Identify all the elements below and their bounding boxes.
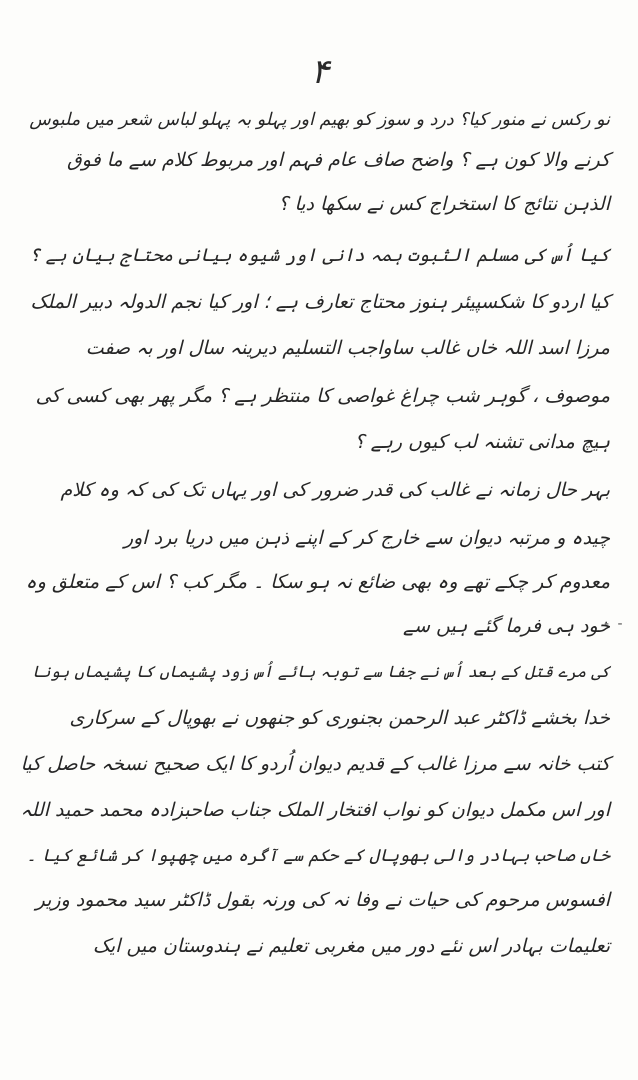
text-line: کیا اردو کا شکسپیئر ہنوز محتاج تعارف ہے ؛ اور کیا نجم الدولہ دبیر الملک	[30, 291, 610, 313]
text-line: نو رکس نے منور کیا؟ درد و سوز کو بھیم اور پہلو بہ پہلو لباس شعر میں ملبوس	[29, 110, 610, 130]
verse-line: کی مرے قتل کے بعد اُس نے جفا سے توبہ ہائے اُس زود پشیماں کا پشیماں ہونا	[31, 662, 610, 681]
text-line: معدوم کر چکے تھے وہ بھی ضائع نہ ہو سکا ۔ مگر کب ؟ اس کے متعلق وہ	[25, 571, 610, 593]
text-line: کتب خانہ سے مرزا غالب کے قدیم دیوان اُردو کا ایک صحیح نسخہ حاصل کیا	[20, 753, 610, 775]
text-line: اور اس مکمل دیوان کو نواب افتخار الملک جناب صاحبزادہ محمد حمید اللہ	[20, 799, 610, 821]
text-line: افسوس مرحوم کی حیات نے وفا نہ کی ورنہ بقول ڈاکٹر سید محمود وزیر	[35, 889, 610, 911]
text-line: کرنے والا کون ہے ؟ واضح صاف عام فہم اور مربوط کلام سے ما فوق	[67, 149, 610, 171]
text-line: ہیچ مدانی تشنہ لب کیوں رہے ؟	[354, 431, 610, 453]
text-line: کیا اُس کی مسلم الثبوت ہمہ دانی اور شیوہ بیانی محتاج بیان ہے ؟	[29, 245, 610, 266]
margin-mark: - -	[604, 616, 625, 632]
text-line: خاں صاحب بہادر والی بھوپال کے حکم سے آگرہ میں چھپوا کر شائع کیا ۔	[26, 846, 610, 866]
text-line: مرزا اسد اللہ خاں غالب ساواجب التسلیم دیرینہ سال اور بہ صفت	[85, 337, 610, 359]
page-number: ۴	[310, 52, 330, 92]
text-line: خدا بخشے ڈاکٹر عبد الرحمن بجنوری کو جنھوں نے بھوپال کے سرکاری	[69, 707, 610, 729]
text-line: چیدہ و مرتبہ دیوان سے خارج کر کے اپنے ذہن میں دریا برد اور	[123, 527, 610, 549]
text-line: موصوف ، گوہر شب چراغ غواصی کا منتظر ہے ؟ مگر پھر بھی کسی کی	[35, 385, 610, 407]
text-line: الذہن نتائج کا استخراج کس نے سکھا دیا ؟	[278, 193, 610, 215]
text-line: بہر حال زمانہ نے غالب کی قدر ضرور کی اور یہاں تک کی کہ وہ کلام	[60, 479, 610, 501]
text-line: خود ہی فرما گئے ہیں سے	[402, 615, 610, 637]
text-line: تعلیمات بہادر اس نئے دور میں مغربی تعلیم نے ہندوستان میں ایک	[92, 935, 610, 957]
